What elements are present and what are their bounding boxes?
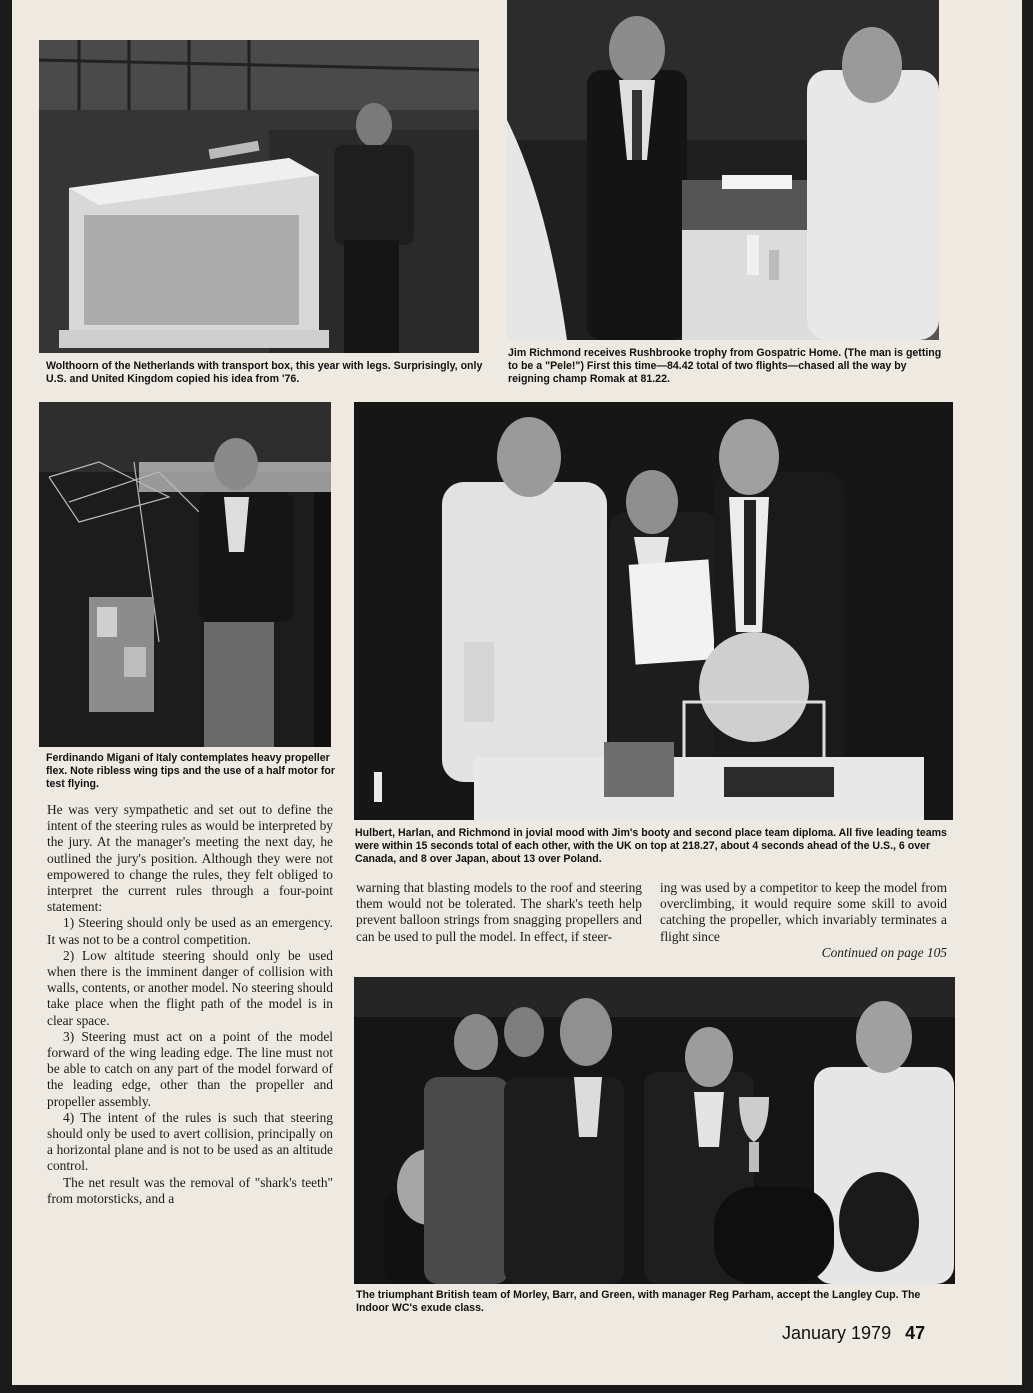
continued-note: Continued on page 105 — [821, 944, 947, 960]
article-paragraph: He was very sympathetic and set out to define the intent of the steering rules as would be interpreted by the jury. At the manager's meeting the next day, he outlined the jury's position. Although they were not empowered to change the rules, they felt obliged to interpret the current rules through a four-point statement: — [47, 802, 333, 915]
issue-date: January 1979 — [782, 1323, 892, 1343]
article-paragraph: 3) Steering must act on a point of the model forward of the wing leading edge. The line must not be able to catch on any part of the model forward of the leading edge, other than the propeller and propeller assembly. — [47, 1028, 333, 1109]
article-paragraph: 4) The intent of the rules is such that steering should only be used to avert collision, principally on a horizontal plane and is not to be used as an altitude control. — [47, 1109, 333, 1174]
article-column-3 — [660, 880, 947, 961]
caption-netherlands: Wolthoorn of the Netherlands with transport box, this year with legs. Surprisingly, only U.S. and United Kingdom copied his idea from '76. — [46, 360, 483, 385]
caption-italy: Ferdinando Migani of Italy contemplates heavy propeller flex. Note ribless wing tips and the use of a half motor for test flying. — [46, 752, 336, 790]
photo-netherlands-transport-box — [39, 40, 479, 353]
photo-trophy-presentation — [507, 0, 939, 340]
magazine-page — [12, 0, 1022, 1385]
caption-jovial: Hulbert, Harlan, and Richmond in jovial mood with Jim's booty and second place team diploma. All five leading teams were within 15 seconds total of each other, with the UK on top at 218.27, about 4 seconds ahead of the U.S., 6 over Canada, and 8 over Japan, about 13 over Poland. — [355, 827, 947, 865]
caption-trophy: Jim Richmond receives Rushbrooke trophy from Gospatric Home. (The man is getting to be a "Pele!") First this time—84.42 total of two flights—chased all the way by reigning champ Romak at 81.22. — [508, 347, 942, 385]
photo-jovial-group — [354, 402, 953, 820]
caption-british-team: The triumphant British team of Morley, Barr, and Green, with manager Reg Parham, accept the Langley Cup. The Indoor WC's exude class. — [356, 1289, 921, 1314]
article-column-1 — [47, 802, 333, 1207]
photo-british-team — [354, 977, 955, 1284]
article-paragraph: The net result was the removal of "shark's teeth" from motorsticks, and a — [47, 1174, 333, 1206]
article-paragraph: 2) Low altitude steering should only be used when there is the imminent danger of collision with walls, contents, or another model. No steering should take place when the flight path of the model is in clear space. — [47, 947, 333, 1028]
article-paragraph: 1) Steering should only be used as an emergency. It was not to be a control competition. — [47, 915, 333, 947]
page-number: 47 — [905, 1323, 926, 1343]
article-column-2 — [356, 880, 642, 945]
photo-italy-propeller — [39, 402, 331, 747]
article-paragraph: warning that blasting models to the roof and steering them would not be tolerated. The shark's teeth help prevent balloon strings from snagging propellers and can be used to pull the model. In effect, if steer- — [356, 880, 642, 944]
page-footer — [782, 1323, 925, 1344]
article-paragraph: ing was used by a competitor to keep the model from overclimbing, it would require some skill to avoid catching the propeller, which invariably terminates a flight since — [660, 880, 947, 944]
